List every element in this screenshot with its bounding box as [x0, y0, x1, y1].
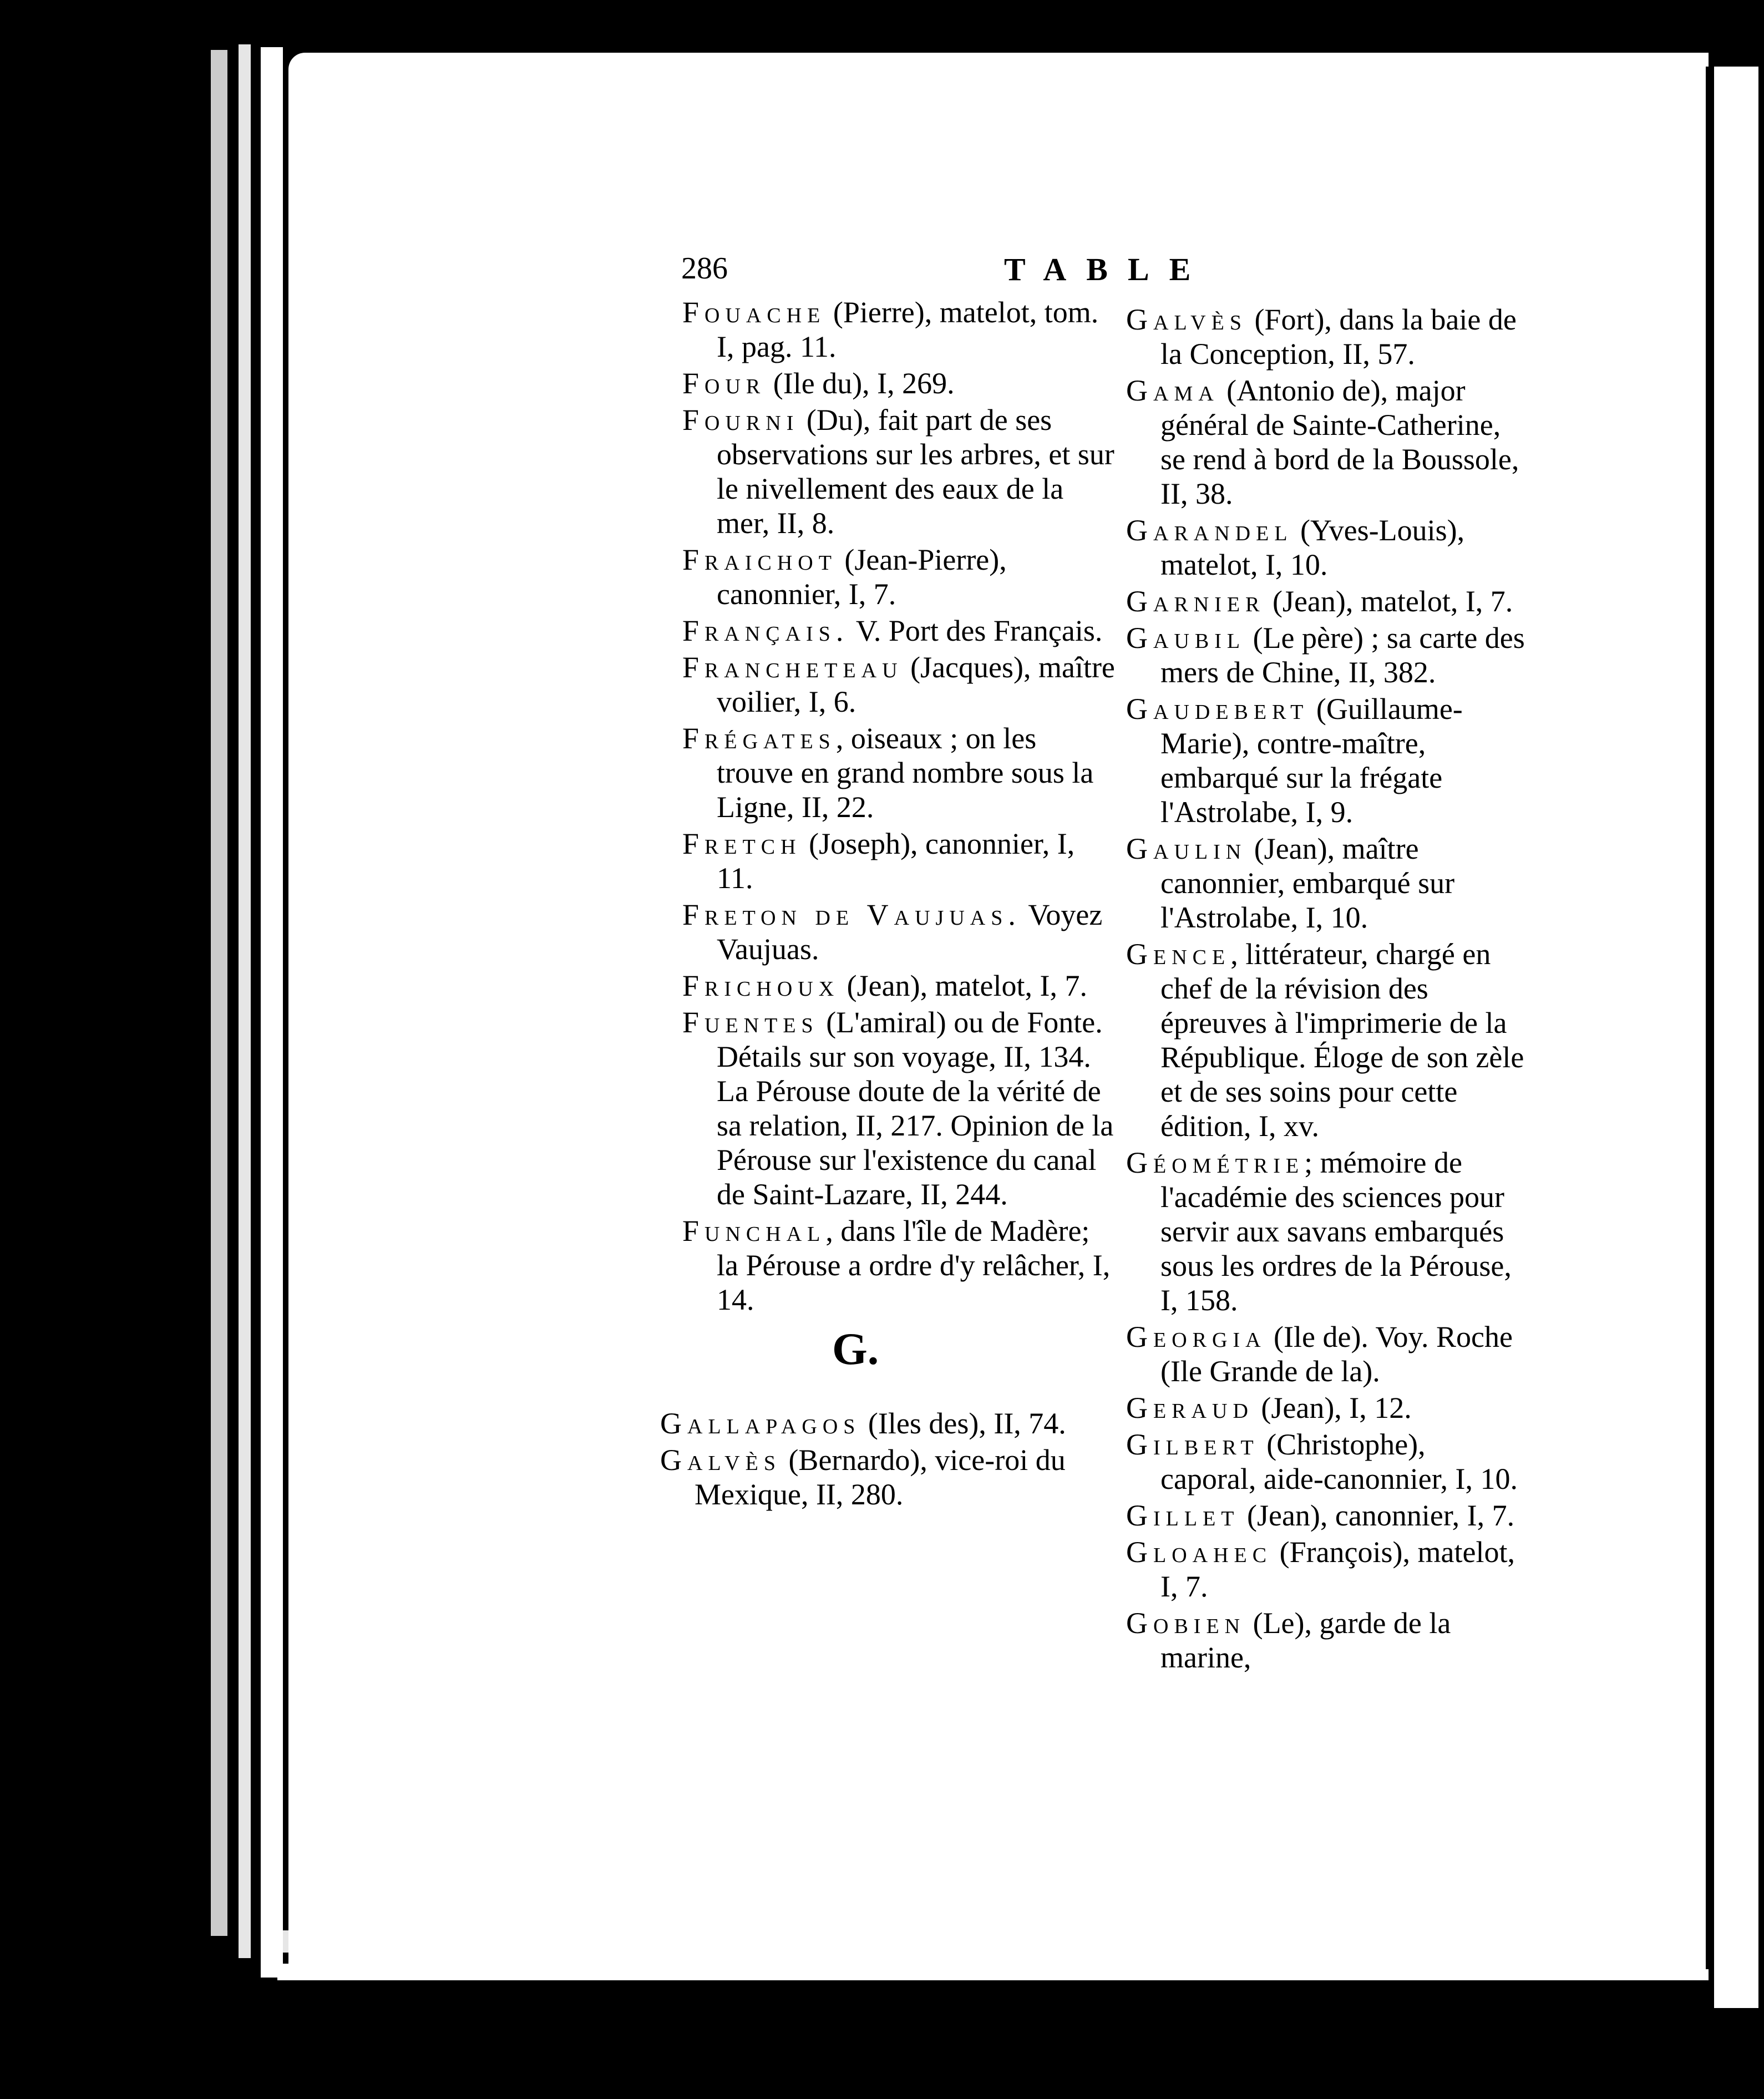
entry-text: (Jean), canonnier, I, 7. [1239, 1499, 1515, 1532]
running-head: TABLE [1004, 251, 1211, 287]
index-entry [1126, 373, 1525, 511]
index-entry [1126, 1145, 1525, 1317]
entry-text: (Yves-Louis), matelot, I, 10. [1160, 514, 1465, 581]
entry-headword: Gallapagos [660, 1407, 861, 1440]
entry-text: , oiseaux ; on les trouve en grand nombre sous la Ligne, II, 22. [717, 722, 1094, 824]
entry-headword: Frégates [682, 722, 836, 755]
index-entry [682, 898, 1115, 966]
entry-headword: Gilbert [1126, 1428, 1259, 1461]
index-entry [682, 543, 1115, 611]
index-entry [1126, 1427, 1525, 1496]
entry-headword: Gaubil [1126, 621, 1246, 655]
entry-text: , dans l'île de Madère; la Pérouse a ordre d'y relâcher, I, 14. [717, 1214, 1111, 1316]
entry-headword: Funchal [682, 1214, 826, 1248]
entry-text: (L'amiral) ou de Fonte. Détails sur son voyage, II, 134. La Pérouse doute de la vérité de sa relation, II, 217. Opinion de la Pérouse sur l'existence du canal de Saint-Lazare, II, 244. [717, 1006, 1114, 1211]
entry-text: (Iles des), II, 74. [860, 1407, 1066, 1440]
index-entry [1126, 621, 1525, 689]
index-entry [682, 827, 1115, 895]
entry-text: (Jean), matelot, I, 7. [1265, 585, 1513, 618]
entry-headword: Frichoux [682, 969, 840, 1002]
entry-headword: Fraichot [682, 543, 837, 576]
page-edge [239, 44, 251, 1958]
index-entry [660, 1406, 1115, 1441]
entry-headword: Francheteau [682, 651, 903, 684]
entry-text: (Jacques), maître voilier, I, 6. [717, 651, 1115, 718]
index-entry [1126, 937, 1525, 1143]
index-entry [1126, 1535, 1525, 1604]
entry-headword: Fretch [682, 827, 802, 860]
entry-text: (Le), garde de la marine, [1160, 1606, 1451, 1674]
entry-headword: Français. [682, 614, 849, 647]
index-entry [1126, 513, 1525, 582]
index-entry [1126, 692, 1525, 829]
entry-headword: Gence [1126, 937, 1231, 971]
entry-headword: Fuentes [682, 1006, 819, 1039]
entry-text: (Pierre), matelot, tom. I, pag. 11. [717, 296, 1099, 363]
entry-text: (Ile du), I, 269. [766, 367, 955, 400]
entry-text: (Jean), maître canonnier, embarqué sur l'Astrolabe, I, 10. [1160, 832, 1455, 934]
entry-headword: Georgia [1126, 1320, 1266, 1353]
index-entry [682, 969, 1115, 1003]
left-column-g [660, 1406, 1115, 1514]
facing-page-strip [1714, 67, 1758, 2008]
entry-headword: Gobien [1126, 1606, 1246, 1640]
entry-headword: Fourni [682, 403, 799, 437]
entry-headword: Freton de Vaujuas. [682, 898, 1021, 931]
index-entry [660, 1443, 1115, 1512]
page-number: 286 [681, 251, 728, 286]
index-entry [682, 650, 1115, 719]
index-entry [682, 721, 1115, 824]
entry-headword: Gillet [1126, 1499, 1240, 1532]
entry-headword: Four [682, 367, 766, 400]
entry-text: V. Port des Français. [849, 614, 1103, 647]
entry-headword: Fouache [682, 296, 826, 329]
entry-headword: Gloahec [1126, 1535, 1273, 1569]
entry-headword: Géométrie [1126, 1146, 1305, 1179]
left-column [682, 295, 1115, 1319]
entry-headword: Gaudebert [1126, 692, 1309, 726]
entry-text: (Jean), matelot, I, 7. [839, 969, 1088, 1002]
page-edge [261, 47, 283, 1978]
index-entry [1126, 1606, 1525, 1675]
index-entry [682, 295, 1115, 364]
entry-text: , littérateur, chargé en chef de la révision des épreuves à l'imprimerie de la République. Éloge de son zèle et de ses soins pour cette édition, I, xv. [1160, 937, 1524, 1143]
entry-headword: Geraud [1126, 1391, 1254, 1424]
page-edge [211, 50, 227, 1936]
index-entry [682, 366, 1115, 400]
entry-text: (Antonio de), major général de Sainte-Catherine, se rend à bord de la Boussole, II, 38. [1160, 374, 1519, 510]
index-entry [1126, 1498, 1525, 1533]
gutter [1706, 67, 1711, 1969]
index-entry [682, 1214, 1115, 1317]
entry-text: Voyez Vaujuas. [717, 898, 1103, 966]
entry-text: (Le père) ; sa carte des mers de Chine, II, 382. [1160, 621, 1525, 689]
index-entry [1126, 1391, 1525, 1425]
right-column [1126, 302, 1525, 1677]
entry-headword: Garandel [1126, 514, 1293, 547]
entry-headword: Garnier [1126, 585, 1265, 618]
entry-text: (Jean-Pierre), canonnier, I, 7. [717, 543, 1007, 611]
index-entry [1126, 584, 1525, 618]
entry-text: (Christophe), caporal, aide-canonnier, I, 10. [1160, 1428, 1518, 1495]
index-entry [682, 403, 1115, 540]
entry-headword: Galvès [660, 1443, 781, 1477]
index-entry [1126, 832, 1525, 935]
entry-text: (Guillaume-Marie), contre-maître, embarqué sur la frégate l'Astrolabe, I, 9. [1160, 692, 1463, 829]
entry-text: (Du), fait part de ses observations sur les arbres, et sur le nivellement des eaux de la mer, II, 8. [717, 403, 1114, 540]
entry-text: ; mémoire de l'académie des sciences pour servir aux savans embarqués sous les ordres de la Pérouse, I, 158. [1160, 1146, 1512, 1317]
entry-text: (Jean), I, 12. [1253, 1391, 1412, 1424]
index-entry [1126, 302, 1525, 371]
entry-text: (Joseph), canonnier, I, 11. [717, 827, 1075, 895]
entry-text: (Fort), dans la baie de la Conception, II, 57. [1160, 303, 1517, 371]
index-entry [682, 614, 1115, 648]
entry-text: (Ile de). Voy. Roche (Ile Grande de la). [1160, 1320, 1513, 1388]
entry-text: (Bernardo), vice-roi du Mexique, II, 280. [695, 1443, 1066, 1511]
index-entry [682, 1005, 1115, 1211]
index-entry [1126, 1320, 1525, 1388]
entry-headword: Gama [1126, 374, 1219, 407]
section-letter: G. [832, 1324, 879, 1374]
entry-headword: Gaulin [1126, 832, 1247, 865]
entry-headword: Galvès [1126, 303, 1247, 336]
entry-text: (François), matelot, I, 7. [1160, 1535, 1515, 1603]
